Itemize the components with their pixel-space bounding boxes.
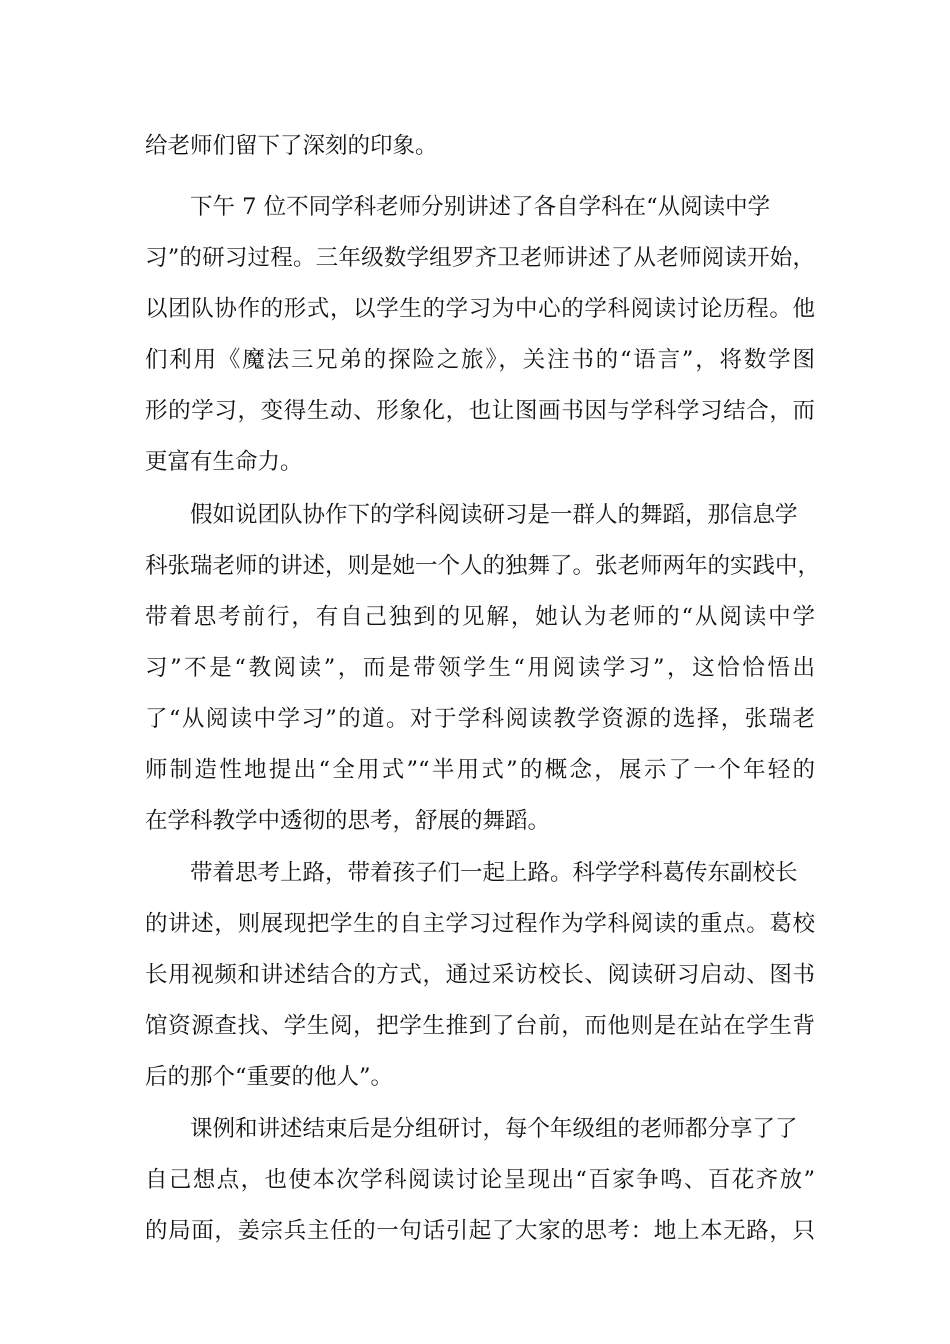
text-line: 的讲述，则展现把学生的自主学习过程作为学科阅读的重点。葛校 [145, 911, 815, 937]
text-line: 在学科教学中透彻的思考，舒展的舞蹈。 [145, 808, 551, 834]
text-line: 习”的研习过程。三年级数学组罗齐卫老师讲述了从老师阅读开始， [145, 245, 815, 271]
text-line: 师制造性地提出“全用式”“半用式”的概念，展示了一个年轻的 [145, 757, 815, 783]
text-line: 假如说团队协作下的学科阅读研习是一群人的舞蹈，那信息学 [190, 502, 798, 528]
text-line: 科张瑞老师的讲述，则是她一个人的独舞了。张老师两年的实践中， [145, 553, 821, 579]
text-line: 自己想点，也使本次学科阅读讨论呈现出“百家争鸣、百花齐放” [145, 1167, 815, 1193]
text-line: 课例和讲述结束后是分组研讨，每个年级组的老师都分享了了 [190, 1116, 798, 1142]
text-line: 们利用《魔法三兄弟的探险之旅》，关注书的“语言”，将数学图 [145, 347, 815, 373]
text-line: 馆资源查找、学生阅，把学生推到了台前，而他则是在站在学生背 [145, 1013, 815, 1039]
text-line: 习”不是“教阅读”，而是带领学生“用阅读学习”，这恰恰悟出 [145, 655, 815, 681]
text-line: 带着思考上路，带着孩子们一起上路。科学学科葛传东副校长 [190, 860, 798, 886]
text-line: 以团队协作的形式，以学生的学习为中心的学科阅读讨论历程。他 [145, 296, 815, 322]
text-line: 给老师们留下了深刻的印象。 [145, 133, 438, 159]
text-line: 长用视频和讲述结合的方式，通过采访校长、阅读研习启动、图书 [145, 962, 815, 988]
text-line: 更富有生命力。 [145, 449, 303, 475]
text-line: 带着思考前行，有自己独到的见解，她认为老师的“从阅读中学 [145, 604, 815, 630]
text-line: 下午 7 位不同学科老师分别讲述了各自学科在“从阅读中学 [190, 194, 771, 220]
text-line: 了“从阅读中学习”的道。对于学科阅读教学资源的选择，张瑞老 [145, 706, 815, 732]
text-line: 形的学习，变得生动、形象化，也让图画书因与学科学习结合，而 [145, 398, 815, 424]
text-line: 后的那个“重要的他人”。 [145, 1064, 394, 1090]
text-line: 的局面，姜宗兵主任的一句话引起了大家的思考：地上本无路，只 [145, 1218, 815, 1244]
